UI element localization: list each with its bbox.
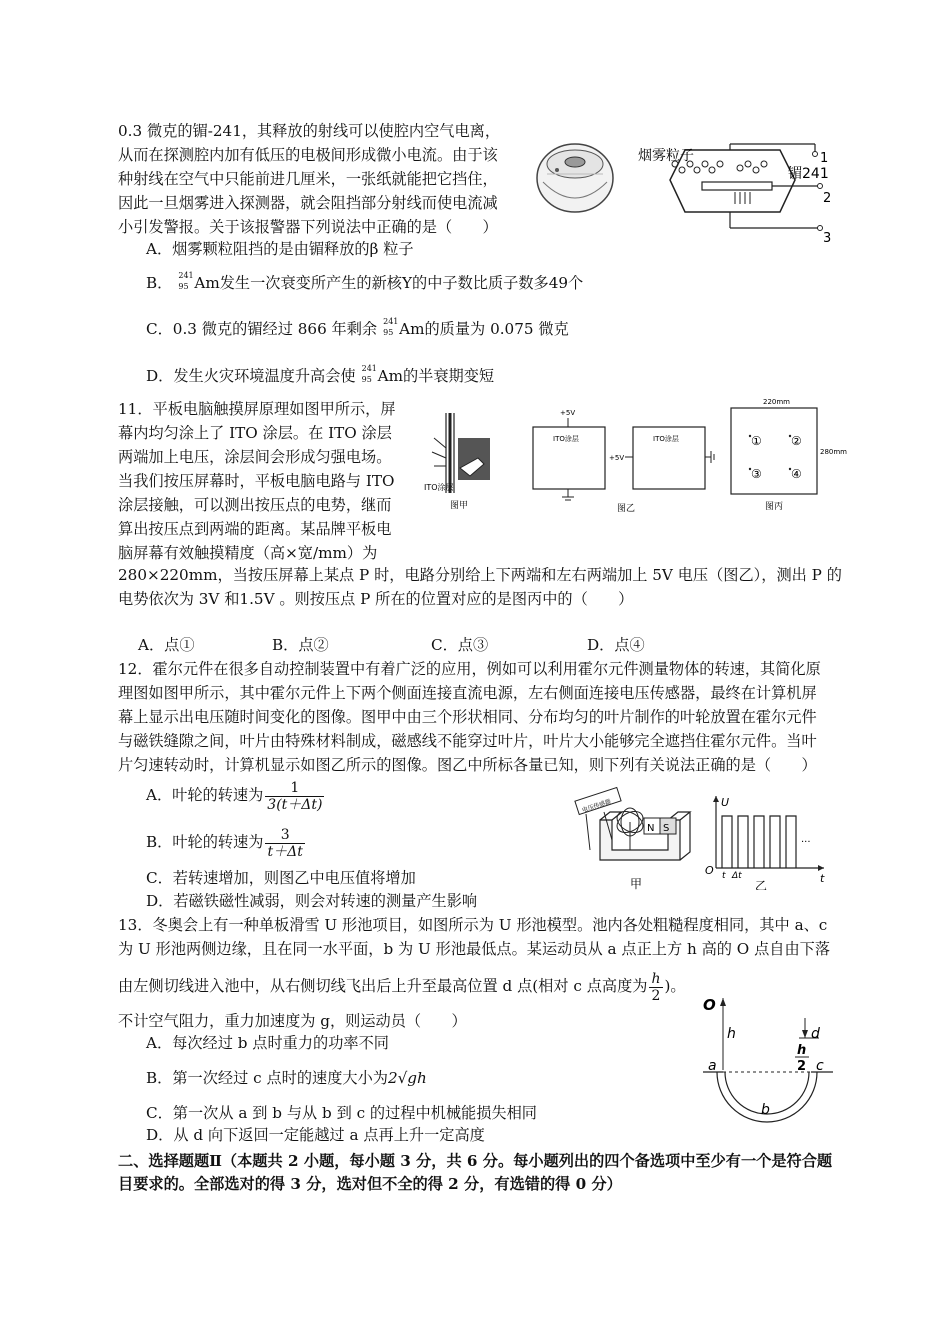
point-c-label: c [816, 1058, 824, 1074]
q13-stem-line-3 [118, 966, 686, 1006]
section2-line-2: 目要求的。全部选对的得 3 分，选对但不全的得 2 分，有选错的得 0 分） [118, 1175, 622, 1193]
iso-mass: 241 [361, 364, 377, 373]
point-d-label: d [811, 1026, 820, 1042]
q12-a-numerator: 1 [265, 780, 324, 797]
q13-option-c: C．第一次从 a 到 b 与从 b 到 c 的过程中机械能损失相同 [146, 1104, 537, 1122]
q11-stem-line-7: 脑屏幕有效触摸精度（高×宽/mm）为 [118, 544, 378, 562]
q10-option-c [146, 318, 569, 340]
q12-option-b-prefix: B．叶轮的转速为 [146, 833, 264, 851]
point-o-label: O [703, 996, 716, 1014]
am241-label: 镅241 [788, 166, 829, 182]
q10-option-c-prefix: C．0.3 微克的镅经过 866 年剩余 [146, 320, 378, 338]
q11-stem-line-6: 算出按压点到两端的距离。某品牌平板电 [118, 520, 392, 538]
q13-option-b-prefix: B．第一次经过 c 点时的速度大小为 [146, 1069, 388, 1087]
ito-coating-label: ITO涂层 [424, 483, 454, 492]
q12-option-c: C．若转速增加，则图乙中电压值将增加 [146, 869, 416, 887]
q12-option-a [146, 775, 326, 815]
q11-option-a: A．点① [138, 636, 195, 654]
q12-a-denominator: 3(t＋Δt) [267, 796, 323, 813]
q11-stem-full-1: 280×220mm，当按压屏幕上某点 P 时，电路分别给上下两端和左右两端加上 5V 电压（图乙），测出 P 的 [118, 566, 842, 584]
smoke-particle-label: 烟雾粒子 [638, 148, 694, 164]
am241-isotope-d [356, 365, 378, 387]
origin-label: O [705, 864, 714, 877]
point-2: ② [791, 434, 802, 448]
q13-option-d: D．从 d 向下返回一定能越过 a 点再上升一定高度 [146, 1126, 485, 1144]
q12-option-b [146, 822, 307, 862]
terminal-3-label: 3 [823, 231, 832, 245]
point-3: ③ [751, 467, 762, 481]
q11-stem-line-5: 涂层接触，可以测出按压点的电势，继而 [118, 496, 392, 514]
q12-figure-jia [570, 780, 705, 895]
q12-b-numerator: 3 [265, 827, 304, 844]
q10-option-c-text: Am的质量为 0.075 微克 [399, 320, 569, 338]
q11-figure-jia [420, 408, 500, 513]
iso-z: 95 [361, 375, 372, 384]
q12-b-denominator: t＋Δt [267, 843, 303, 860]
q10-option-a: A．烟雾颗粒阻挡的是由镅释放的β 粒子 [146, 240, 414, 258]
q10-option-d-text: Am的半衰期变短 [377, 367, 495, 385]
q12-stem-line-5: 片匀速转动时，计算机显示如图乙所示的图像。图乙中所标各量已知，则下列有关说法正确的是（ ） [118, 756, 817, 774]
terminal-1-label: 1 [820, 151, 829, 166]
q11-option-c: C．点③ [431, 636, 489, 654]
q10-stem-line-1: 0.3 微克的镅-241，其释放的射线可以使腔内空气电离， [118, 122, 501, 140]
q12-stem-line-2: 理图如图甲所示，其中霍尔元件上下两个侧面连接直流电源，左右侧面连接电压传感器，最终在计算机屏 [118, 684, 817, 702]
section2-line-1: 二、选择题题Ⅱ（本题共 2 小题，每小题 3 分，共 6 分。每小题列出的四个备选项中至少有一个是符合题 [118, 1152, 833, 1170]
q13-u-pipe-figure [695, 990, 840, 1135]
q11-option-b: B．点② [272, 636, 329, 654]
axis-u-label: U [721, 796, 730, 809]
q10-option-b-prefix: B． [146, 274, 173, 292]
q13-option-a: A．每次经过 b 点时重力的功率不同 [146, 1034, 389, 1052]
q13-line3-suffix: )。 [664, 977, 686, 995]
q12-option-d: D．若磁铁磁性减弱，则会对转速的测量产生影响 [146, 892, 478, 910]
detector-diagram [630, 140, 840, 245]
half-h-numerator: h [797, 1043, 807, 1058]
q13-stem-line-2: 为 U 形池两侧边缘，且在同一水平面，b 为 U 形池最低点。某运动员从 a 点正上方 h 高的 O 点自由下落 [118, 940, 831, 958]
q11-stem-line-3: 两端加上电压，涂层间会形成匀强电场。 [118, 448, 392, 466]
q12-stem-line-4: 与磁铁缝隙之间，叶片由特殊材料制成，磁感线不能穿过叶片，叶片大小能够完全遮挡住霍尔元件。当叶 [118, 732, 817, 750]
am241-isotope-c [377, 318, 399, 340]
q13-line3-prefix: 由左侧切线进入池中，从右侧切线飞出后上升至最高位置 d 点(相对 c 点高度为 [118, 977, 648, 995]
iso-z: 95 [383, 328, 394, 337]
q13-h-numerator: h [651, 970, 661, 987]
q12-stem-line-3: 幕上显示出电压随时间变化的图像。图甲中由三个形状相同、分布均匀的叶片制作的叶轮放置在霍尔元件 [118, 708, 817, 726]
t-mark-label: t [722, 871, 726, 881]
q13-option-b [146, 1067, 427, 1089]
q10-option-b-text: Am发生一次衰变所产生的新核Y的中子数比质子数多49个 [194, 274, 584, 292]
axis-t-label: t [820, 872, 825, 885]
q11-figure-yi [525, 405, 725, 515]
q10-stem-line-4: 因此一旦烟雾进入探测器，就会阻挡部分射线而使电流减 [118, 194, 498, 212]
q11-stem-line-1: 11．平板电脑触摸屏原理如图甲所示，屏 [118, 400, 396, 418]
point-4: ④ [791, 467, 802, 481]
q13-option-b-math: 2√gh [387, 1069, 427, 1087]
q12-option-a-prefix: A．叶轮的转速为 [146, 786, 264, 804]
ito-layer-label-2: ITO涂层 [653, 435, 679, 443]
voltage-sensor-label: 电压传感器 [581, 798, 612, 815]
caption-yi-q12: 乙 [755, 879, 768, 890]
caption-jia: 图甲 [450, 501, 469, 511]
point-b-label: b [761, 1102, 770, 1118]
q12-option-a-fraction [265, 780, 324, 813]
q10-option-b [146, 272, 583, 294]
q12-option-b-fraction [265, 827, 304, 860]
q13-h-denominator: 2 [651, 987, 661, 1004]
q12-figure-yi [700, 790, 830, 890]
caption-jia-q12: 甲 [630, 877, 643, 891]
caption-yi: 图乙 [617, 504, 636, 514]
terminal-2-label: 2 [823, 191, 832, 206]
q13-stem-line-1: 13．冬奥会上有一种单板滑雪 U 形池项目，如图所示为 U 形池模型。池内各处粗糙程度相同，其中 a、c [118, 916, 828, 934]
half-h-denominator: 2 [797, 1059, 807, 1074]
q11-stem-full-2: 电势依次为 3V 和1.5V 。则按压点 P 所在的位置对应的是图丙中的（ ） [118, 590, 634, 608]
ito-layer-label-1: ITO涂层 [553, 435, 579, 443]
smoke-detector-image [533, 134, 618, 216]
am241-isotope-b [172, 272, 194, 294]
q10-stem-line-3: 种射线在空气中只能前进几厘米，一张纸就能把它挡住， [118, 170, 498, 188]
point-a-label: a [708, 1058, 717, 1074]
width-label: 220mm [763, 398, 790, 406]
point-1: ① [751, 434, 762, 448]
q13-h-half-fraction [649, 971, 662, 1004]
q10-stem-line-5: 小引发警报。关于该报警器下列说法中正确的是（ ） [118, 218, 498, 236]
q11-option-d: D．点④ [587, 636, 645, 654]
height-label: 280mm [820, 448, 847, 456]
dt-mark-label: Δt [732, 871, 742, 881]
q11-stem-line-4: 当我们按压屏幕时，平板电脑电路与 ITO [118, 472, 395, 490]
continuation-dots: ... [801, 834, 811, 845]
q13-stem-line-4: 不计空气阻力，重力加速度为 g，则运动员（ ） [118, 1012, 467, 1030]
q11-stem-line-2: 幕内均匀涂上了 ITO 涂层。在 ITO 涂层 [118, 424, 392, 442]
caption-bing: 图丙 [765, 502, 784, 512]
magnet-n-label: N [647, 823, 655, 834]
iso-mass: 241 [178, 271, 194, 280]
magnet-s-label: S [663, 823, 670, 834]
q10-stem-line-2: 从而在探测腔内加有低压的电极间形成微小电流。由于该 [118, 146, 498, 164]
height-h-label: h [727, 1026, 736, 1042]
iso-mass: 241 [383, 317, 399, 326]
iso-z: 95 [178, 282, 189, 291]
q10-option-d-prefix: D．发生火灾环境温度升高会使 [146, 367, 356, 385]
q10-option-d [146, 365, 494, 387]
voltage-label-top: +5V [560, 409, 576, 417]
q12-stem-line-1: 12．霍尔元件在很多自动控制装置中有着广泛的应用，例如可以利用霍尔元件测量物体的转速，其简化原 [118, 660, 821, 678]
voltage-label-left: +5V [609, 454, 625, 462]
q11-figure-bing [725, 396, 850, 516]
